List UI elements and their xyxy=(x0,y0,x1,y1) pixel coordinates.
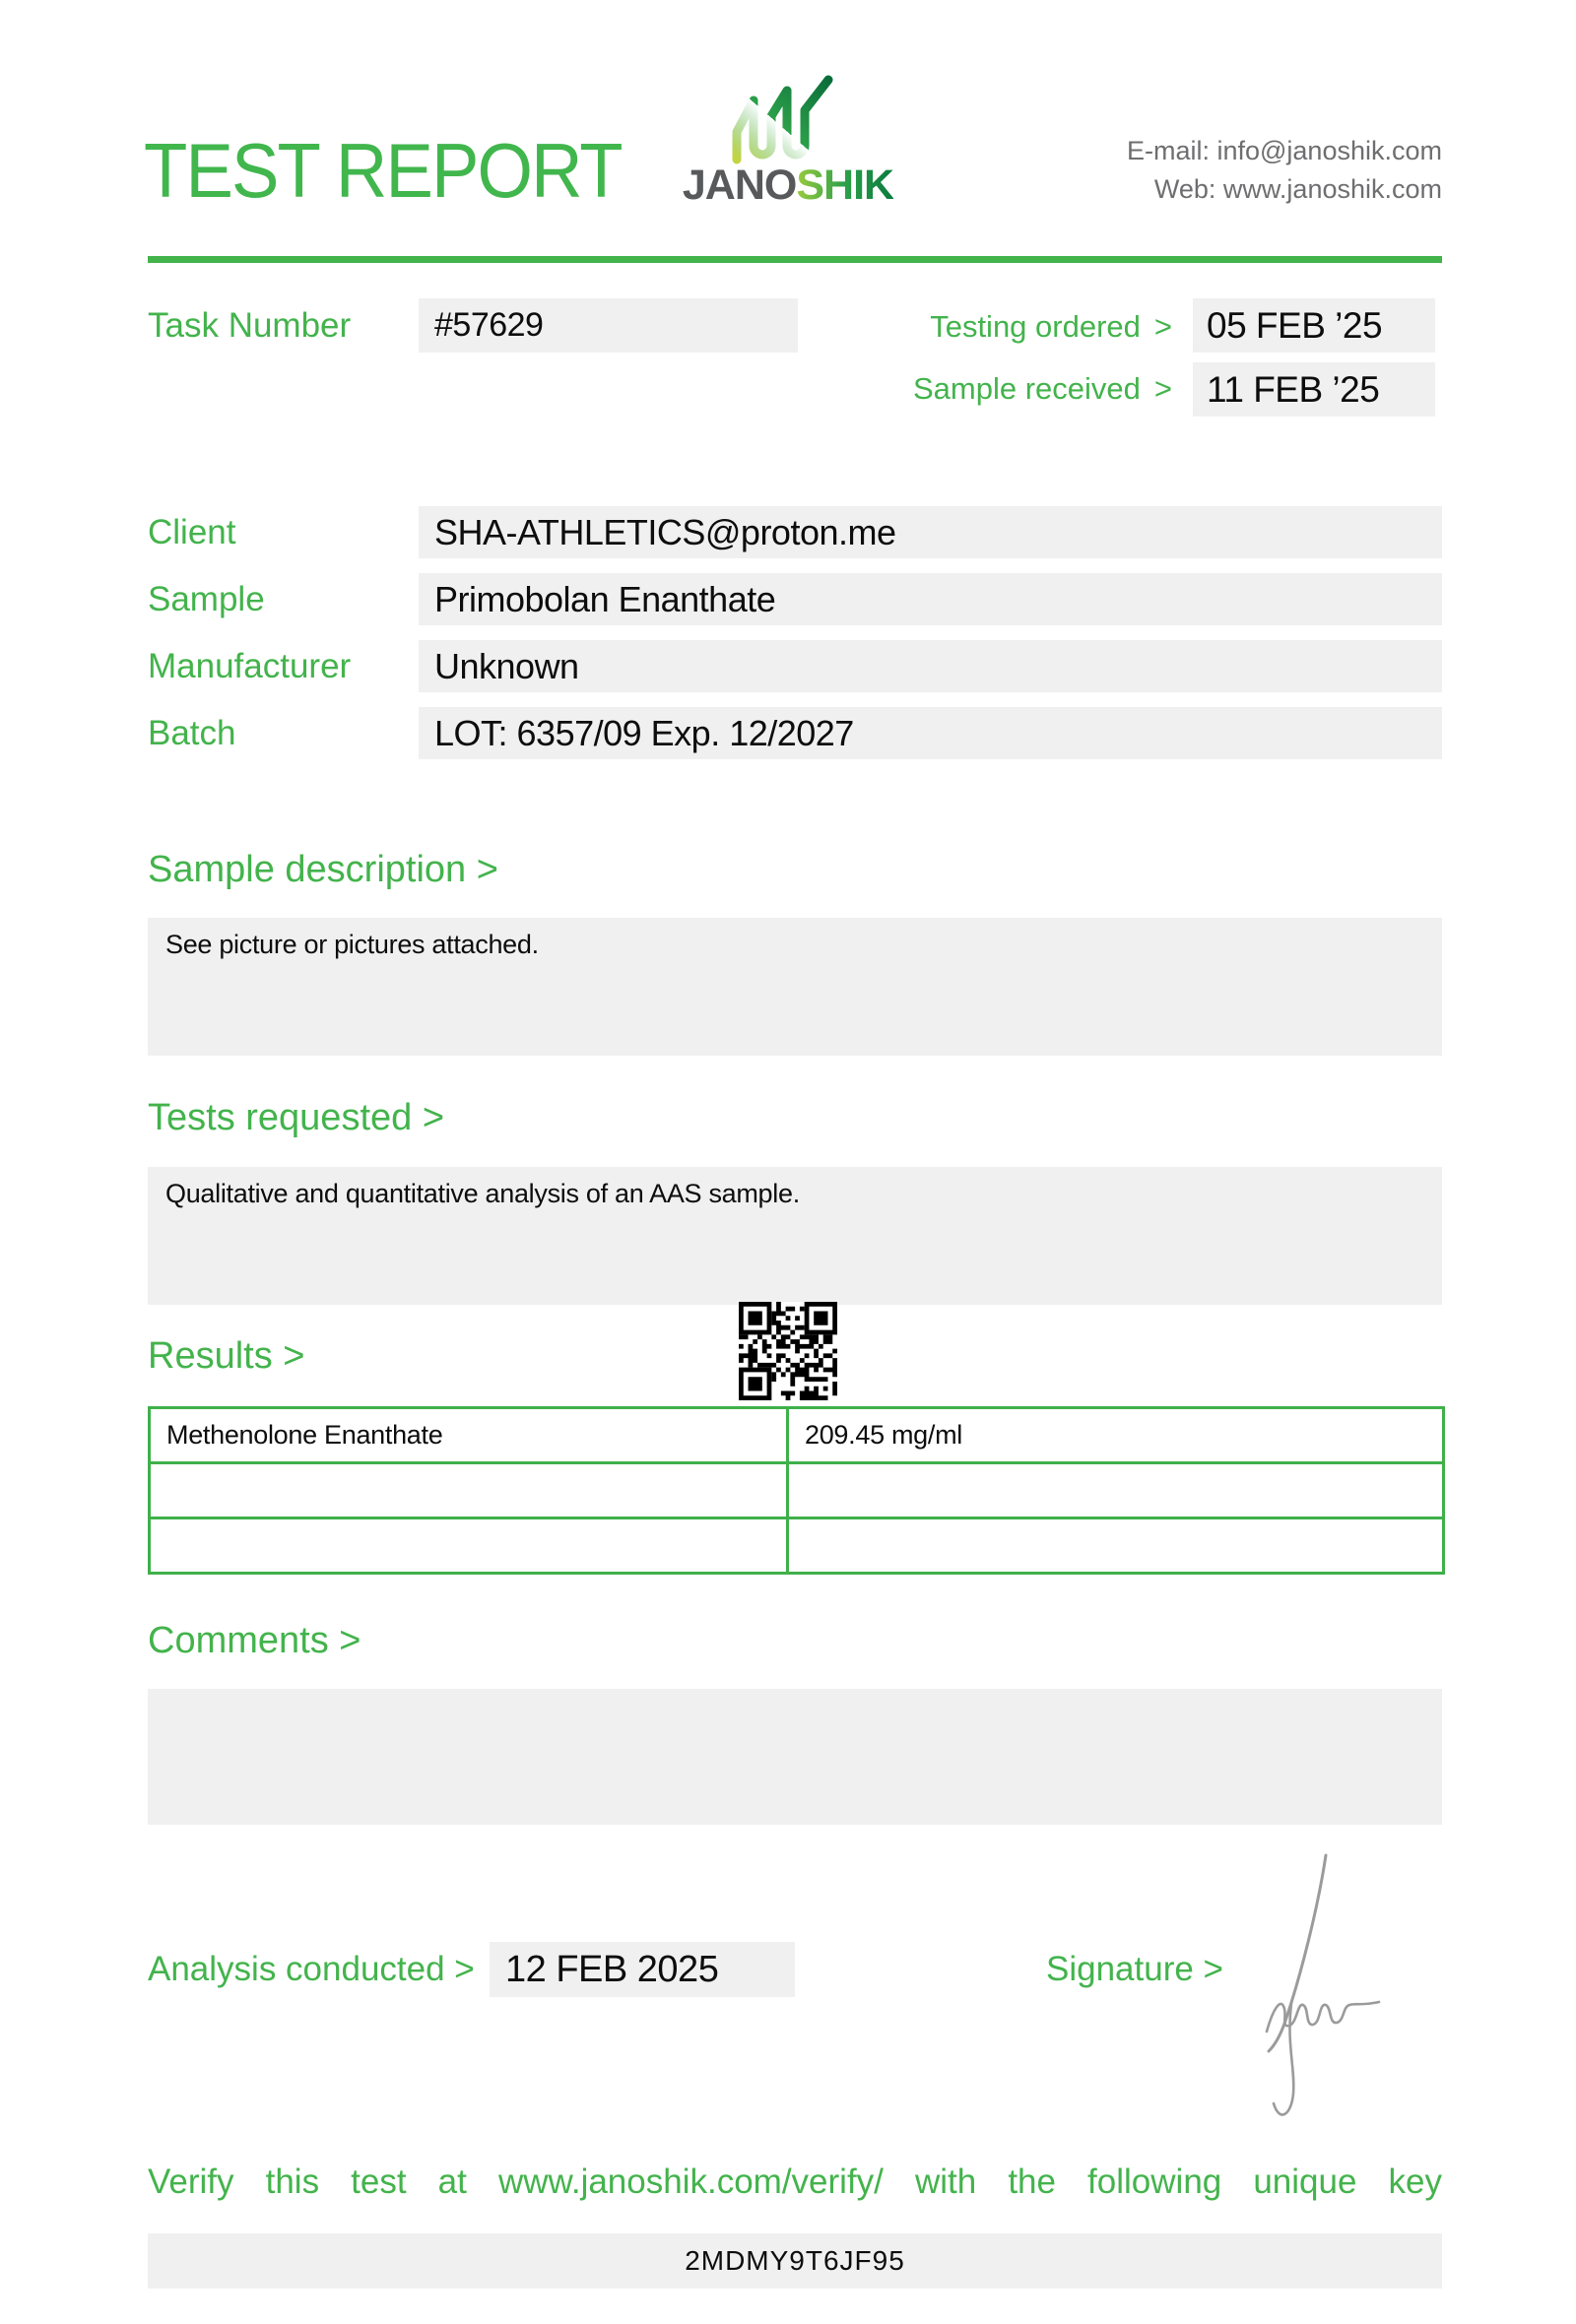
chevron-right-icon: > xyxy=(1153,370,1172,406)
verify-instruction: Verify this test at www.janoshik.com/verify/ with the following unique key xyxy=(148,2163,1442,2201)
manufacturer-label: Manufacturer xyxy=(148,646,352,685)
chevron-right-icon: > xyxy=(1153,308,1172,344)
task-number-label: Task Number xyxy=(148,305,352,345)
result-value xyxy=(788,1518,1444,1574)
unique-key-value: 2MDMY9T6JF95 xyxy=(685,2245,905,2276)
analysis-conducted-label: Analysis conducted > xyxy=(148,1950,475,1988)
results-table xyxy=(148,1406,1445,1575)
logo-shik-text: SHIK xyxy=(796,161,894,209)
testing-ordered-label: Testing ordered > xyxy=(930,308,1172,344)
unique-key-bar xyxy=(148,2233,1442,2289)
qr-code xyxy=(739,1302,837,1400)
result-analyte xyxy=(150,1518,788,1574)
logo-jano-text: JANO xyxy=(682,161,797,209)
client-value: SHA-ATHLETICS@proton.me xyxy=(419,506,1442,558)
tests-requested-text: Qualitative and quantitative analysis of an AAS sample. xyxy=(165,1179,800,1208)
task-number-value: #57629 xyxy=(419,298,798,353)
header-divider xyxy=(148,256,1442,263)
signature-label: Signature > xyxy=(1046,1950,1223,1988)
table-row xyxy=(150,1463,1444,1518)
results-heading: Results > xyxy=(148,1335,305,1377)
logo-chart-icon xyxy=(731,73,844,166)
manufacturer-value: Unknown xyxy=(419,640,1442,692)
table-row xyxy=(150,1408,1444,1463)
qr-code-pattern xyxy=(739,1302,837,1400)
result-value xyxy=(788,1463,1444,1518)
testing-ordered-date: 05 FEB ’25 xyxy=(1193,298,1435,353)
client-label: Client xyxy=(148,512,236,551)
comments-box xyxy=(148,1689,1442,1825)
contact-email: E-mail: info@janoshik.com xyxy=(1126,136,1442,165)
result-analyte xyxy=(150,1463,788,1518)
batch-label: Batch xyxy=(148,713,236,752)
sample-description-text: See picture or pictures attached. xyxy=(165,930,539,959)
analysis-date: 12 FEB 2025 xyxy=(490,1942,795,1997)
contact-block xyxy=(1127,132,1442,209)
contact-web: Web: www.janoshik.com xyxy=(1153,174,1442,204)
sample-description-heading: Sample description > xyxy=(148,849,498,890)
sample-description-box xyxy=(148,918,1442,1056)
result-analyte: Methenolone Enanthate xyxy=(150,1408,788,1463)
sample-label: Sample xyxy=(148,579,265,618)
page-title: TEST REPORT xyxy=(144,127,622,214)
sample-value: Primobolan Enanthate xyxy=(419,573,1442,625)
sample-received-label: Sample received > xyxy=(912,370,1172,406)
comments-heading: Comments > xyxy=(148,1620,361,1661)
table-row xyxy=(150,1518,1444,1574)
result-value: 209.45 mg/ml xyxy=(788,1408,1444,1463)
tests-requested-heading: Tests requested > xyxy=(148,1097,445,1138)
batch-value: LOT: 6357/09 Exp. 12/2027 xyxy=(419,707,1442,759)
logo-wordmark xyxy=(650,161,926,210)
signature-image xyxy=(1229,1847,1416,2133)
sample-received-date: 11 FEB ’25 xyxy=(1193,362,1435,417)
tests-requested-box xyxy=(148,1167,1442,1305)
